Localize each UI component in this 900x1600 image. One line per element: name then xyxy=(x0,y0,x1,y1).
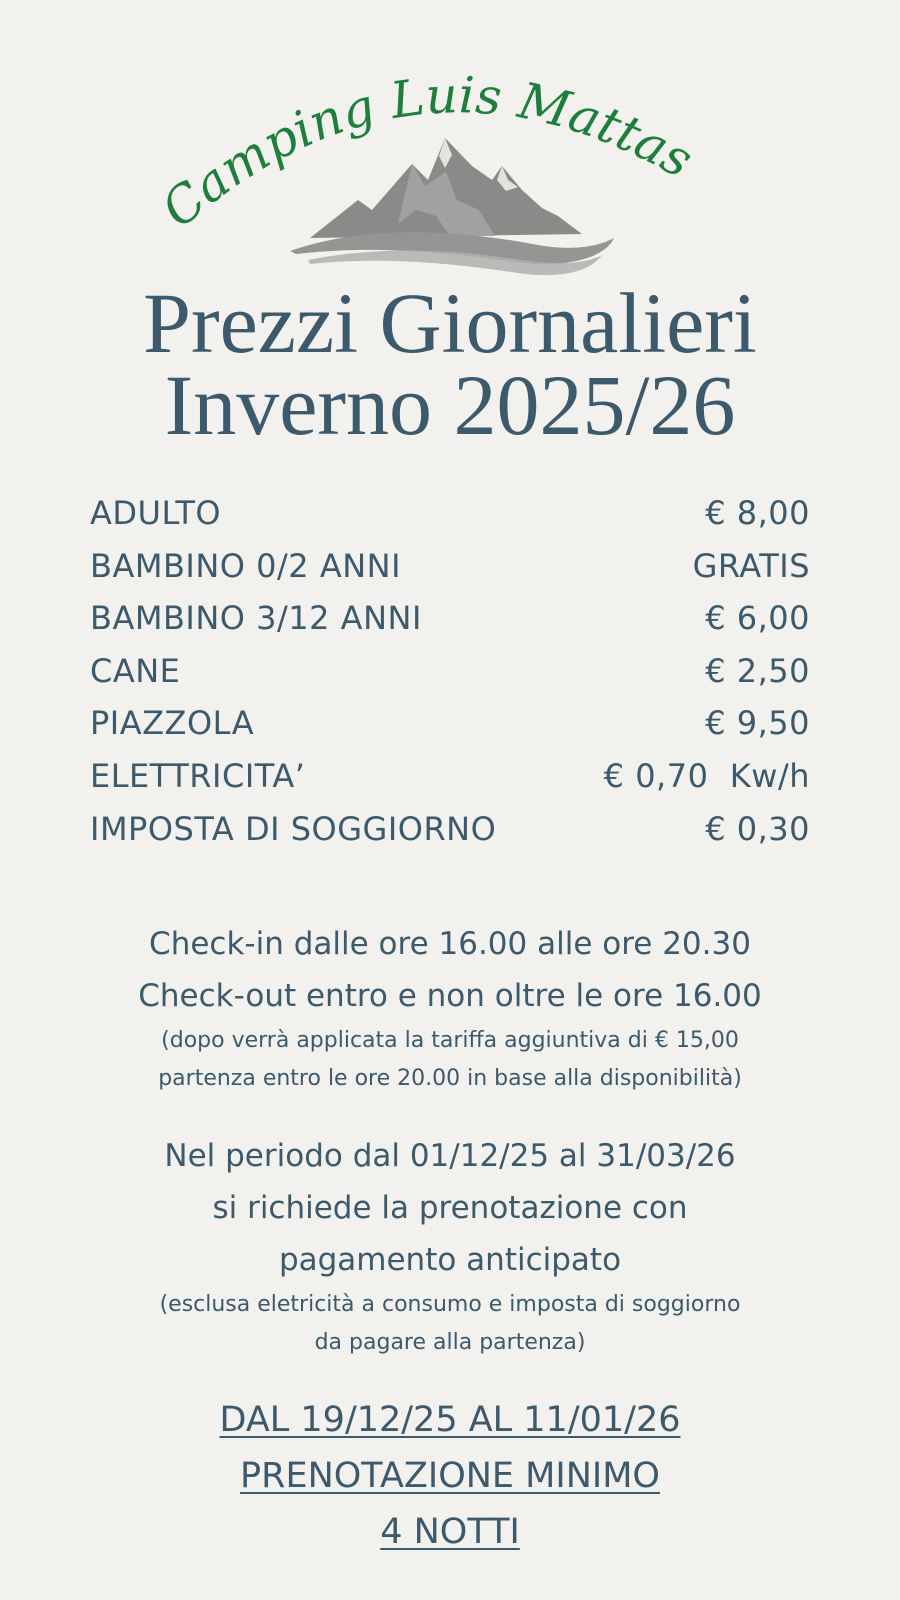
booking-required-text: si richiede la prenotazione con xyxy=(212,1190,688,1226)
minimum-stay-nights: 4 NOTTI xyxy=(380,1512,520,1552)
price-label: ADULTO xyxy=(90,494,222,532)
checkin-text: Check-in dalle ore 16.00 alle ore 20.30 xyxy=(149,926,751,962)
late-departure-text: partenza entro le ore 20.00 in base alla disponibilità) xyxy=(158,1066,742,1091)
price-value: € 9,50 xyxy=(705,704,810,743)
minimum-stay-dates: DAL 19/12/25 AL 11/01/26 xyxy=(219,1400,681,1440)
booking-period-text: Nel periodo dal 01/12/25 al 31/03/26 xyxy=(164,1138,736,1174)
price-label: PIAZZOLA xyxy=(90,704,255,743)
minimum-stay-label: PRENOTAZIONE MINIMO xyxy=(240,1456,660,1496)
price-label: ELETTRICITA’ xyxy=(90,756,306,795)
checkin-notes xyxy=(0,918,900,1098)
price-value: € 0,70 Kw/h xyxy=(603,756,810,795)
price-list xyxy=(90,494,810,862)
price-value: € 0,30 xyxy=(705,809,810,848)
excluded-fees-text: (esclusa eletricità a consumo e imposta di soggiorno xyxy=(159,1292,741,1317)
title-line-2: Inverno 2025/26 xyxy=(164,357,736,453)
price-row-bambino-3-12 xyxy=(90,599,810,652)
price-row-piazzola xyxy=(90,704,810,757)
camping-logo xyxy=(150,40,750,290)
late-fee-text: (dopo verrà applicata la tariffa aggiuntiva di € 15,00 xyxy=(161,1028,739,1053)
minimum-stay-notice xyxy=(0,1392,900,1560)
price-row-bambino-0-2 xyxy=(90,547,810,600)
price-label: BAMBINO 0/2 ANNI xyxy=(90,546,402,585)
pay-on-departure-text: da pagare alla partenza) xyxy=(314,1330,586,1355)
price-label: IMPOSTA DI SOGGIORNO xyxy=(90,809,497,848)
price-value: € 8,00 xyxy=(705,494,810,532)
price-value: € 2,50 xyxy=(705,651,810,690)
title-line-1: Prezzi Giornalieri xyxy=(143,275,757,371)
booking-notes xyxy=(0,1130,900,1362)
price-value: GRATIS xyxy=(692,546,810,585)
price-row-imposta xyxy=(90,810,810,863)
logo-text: Camping Luis Mattas xyxy=(150,66,703,239)
price-row-adulto xyxy=(90,494,810,547)
price-label: CANE xyxy=(90,651,181,690)
advance-payment-text: pagamento anticipato xyxy=(278,1242,622,1278)
price-title xyxy=(0,275,900,453)
price-value: € 6,00 xyxy=(705,599,810,638)
price-label: BAMBINO 3/12 ANNI xyxy=(90,599,422,638)
price-row-cane xyxy=(90,652,810,705)
checkout-text: Check-out entro e non oltre le ore 16.00 xyxy=(138,978,762,1014)
mountain-logo-graphic xyxy=(150,40,750,290)
price-row-elettricita xyxy=(90,757,810,810)
